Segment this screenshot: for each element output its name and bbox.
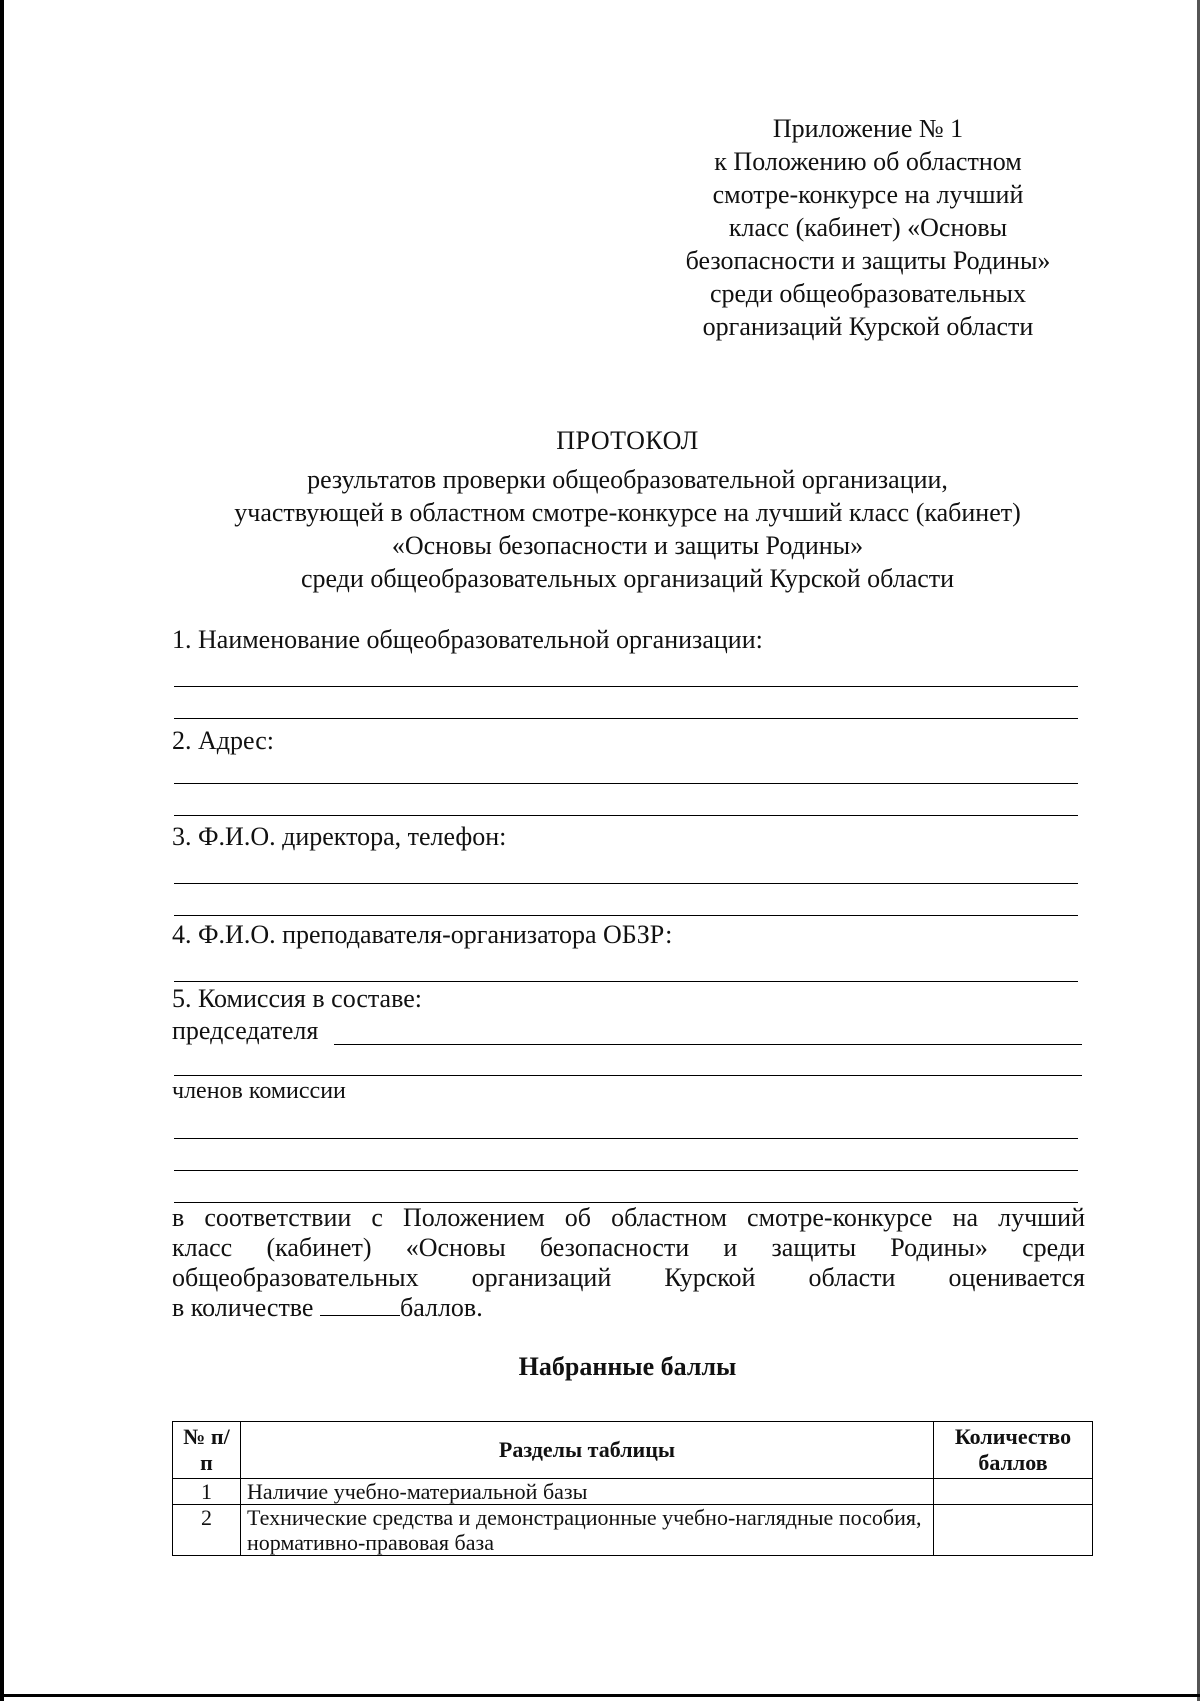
row-num: 1 bbox=[173, 1479, 241, 1505]
address-line-2[interactable] bbox=[174, 815, 1078, 816]
address-label: 2. Адрес: bbox=[172, 726, 274, 755]
row-num: 2 bbox=[173, 1505, 241, 1556]
paragraph-line bbox=[172, 1293, 1085, 1323]
paragraph-line: класс (кабинет) «Основы безопасности и защиты Родины» среди bbox=[172, 1233, 1085, 1262]
director-line-1[interactable] bbox=[174, 883, 1078, 884]
column-header-points: Количество баллов bbox=[934, 1422, 1093, 1479]
protocol-title: ПРОТОКОЛ bbox=[556, 426, 699, 455]
appendix-line: безопасности и защиты Родины» bbox=[685, 246, 1051, 275]
chairman-label: председателя bbox=[172, 1016, 319, 1045]
page-edge-left bbox=[0, 0, 4, 1701]
row-points-cell[interactable] bbox=[934, 1479, 1093, 1505]
scores-table bbox=[172, 1421, 1093, 1556]
column-header-num: № п/п bbox=[173, 1422, 241, 1479]
members-label: членов комиссии bbox=[172, 1078, 346, 1104]
org-name-label: 1. Наименование общеобразовательной организации: bbox=[172, 625, 763, 654]
chairman-line-2[interactable] bbox=[174, 1075, 1082, 1076]
subtitle-line: результатов проверки общеобразовательной организации, bbox=[307, 465, 948, 494]
table-header-row bbox=[173, 1422, 1093, 1479]
chairman-line-1[interactable] bbox=[334, 1044, 1082, 1045]
subtitle-line: «Основы безопасности и защиты Родины» bbox=[391, 531, 864, 560]
paragraph-line: общеобразовательных организаций Курской области оценивается bbox=[172, 1263, 1085, 1292]
director-line-2[interactable] bbox=[174, 915, 1078, 916]
teacher-line[interactable] bbox=[174, 981, 1078, 982]
org-name-line-2[interactable] bbox=[174, 718, 1078, 719]
appendix-line: Приложение № 1 bbox=[772, 114, 964, 143]
appendix-line: к Положению об областном bbox=[714, 147, 1022, 176]
teacher-label: 4. Ф.И.О. преподавателя-организатора ОБЗР: bbox=[172, 920, 673, 949]
appendix-line: смотре-конкурсе на лучший bbox=[712, 180, 1024, 209]
members-line-2[interactable] bbox=[174, 1170, 1078, 1171]
address-line-1[interactable] bbox=[174, 783, 1078, 784]
subtitle-line: участвующей в областном смотре-конкурсе на лучший класс (кабинет) bbox=[234, 498, 1021, 527]
table-row bbox=[173, 1505, 1093, 1556]
appendix-line: организаций Курской области bbox=[702, 312, 1034, 341]
row-section: Технические средства и демонстрационные учебно-наглядные пособия, нормативно-правовая база bbox=[241, 1505, 934, 1556]
protocol-subtitle bbox=[0, 463, 1200, 595]
org-name-line-1[interactable] bbox=[174, 686, 1078, 687]
paragraph-line: в соответствии с Положением об областном смотре-конкурсе на лучший bbox=[172, 1203, 1085, 1232]
subtitle-line: среди общеобразовательных организаций Курской области bbox=[300, 564, 955, 593]
appendix-line: среди общеобразовательных bbox=[710, 279, 1026, 308]
table-row bbox=[173, 1479, 1093, 1505]
director-label: 3. Ф.И.О. директора, телефон: bbox=[172, 822, 507, 851]
commission-label: 5. Комиссия в составе: bbox=[172, 984, 422, 1013]
score-suffix: баллов. bbox=[399, 1293, 483, 1322]
row-points-cell[interactable] bbox=[934, 1505, 1093, 1556]
assessment-paragraph bbox=[172, 1203, 1085, 1323]
members-line-1[interactable] bbox=[174, 1138, 1078, 1139]
column-header-section: Разделы таблицы bbox=[241, 1422, 934, 1479]
appendix-line: класс (кабинет) «Основы bbox=[728, 213, 1008, 242]
score-blank[interactable] bbox=[320, 1295, 400, 1316]
score-prefix: в количестве bbox=[172, 1293, 320, 1322]
row-section: Наличие учебно-материальной базы bbox=[241, 1479, 934, 1505]
page-edge-bottom bbox=[0, 1694, 1200, 1697]
table-heading: Набранные баллы bbox=[518, 1352, 737, 1381]
appendix-block bbox=[668, 112, 1068, 343]
